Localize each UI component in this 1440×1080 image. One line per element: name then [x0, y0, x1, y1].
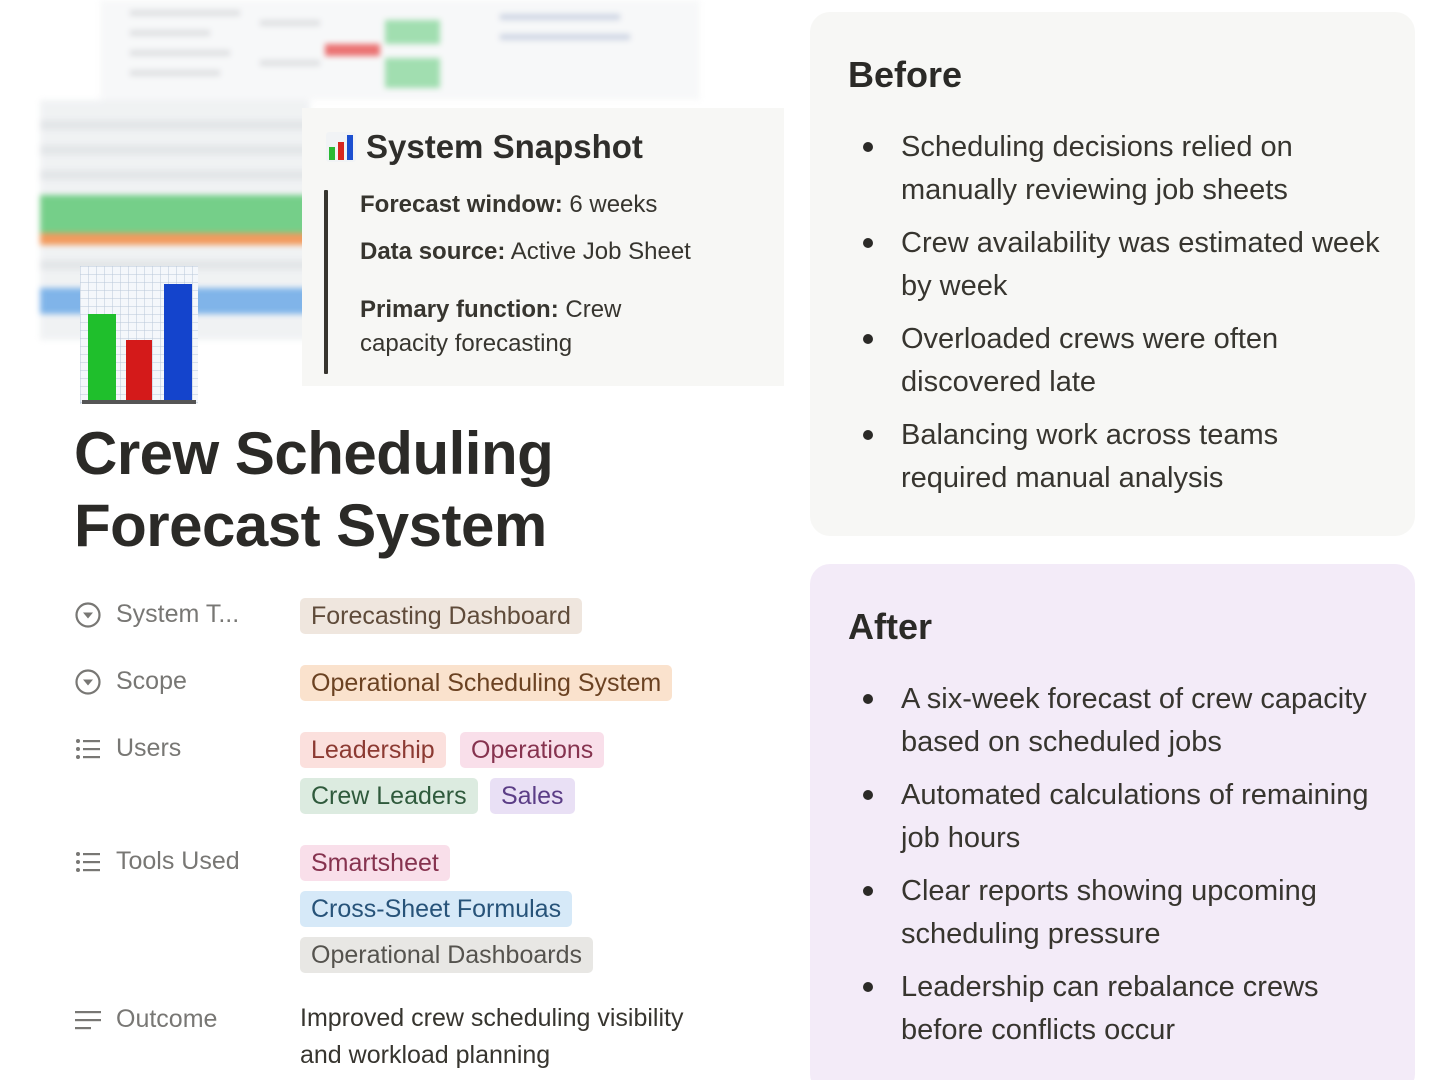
- tag-smartsheet[interactable]: Smartsheet: [300, 845, 450, 881]
- data-source-line: [360, 235, 691, 269]
- tag-sales[interactable]: Sales: [490, 778, 575, 814]
- list-item: Crew availability was estimated week by week: [848, 222, 1388, 308]
- primary-function-line: [360, 293, 621, 327]
- data-source-label: Data source:: [360, 238, 506, 265]
- forecast-window-label: Forecast window:: [360, 191, 563, 218]
- tag-leadership[interactable]: Leadership: [300, 732, 446, 768]
- list-item: Overloaded crews were often discovered late: [848, 318, 1388, 404]
- property-label: Users: [116, 734, 182, 762]
- tag-operational-dashboards[interactable]: Operational Dashboards: [300, 937, 593, 973]
- property-label: Scope: [116, 667, 187, 695]
- list-item: A six-week forecast of crew capacity based on scheduled jobs: [848, 678, 1388, 764]
- tag-operations[interactable]: Operations: [460, 732, 604, 768]
- after-card: [810, 564, 1415, 1080]
- tag-crew-leaders[interactable]: Crew Leaders: [300, 778, 478, 814]
- property-label: Tools Used: [116, 847, 240, 875]
- list-item: Balancing work across teams required manual analysis: [848, 414, 1388, 500]
- snapshot-heading: [326, 128, 643, 166]
- property-users[interactable]: [74, 734, 181, 763]
- multi-select-icon: [74, 848, 102, 876]
- bar-chart-logo: [80, 266, 198, 404]
- list-item: Automated calculations of remaining job hours: [848, 774, 1388, 860]
- tag-operational-scheduling-system[interactable]: Operational Scheduling System: [300, 665, 672, 701]
- snapshot-title: System Snapshot: [366, 128, 643, 165]
- forecast-window-value: 6 weeks: [562, 191, 658, 218]
- property-system-type[interactable]: [74, 600, 239, 629]
- before-heading: Before: [848, 54, 963, 95]
- property-label: Outcome: [116, 1005, 218, 1033]
- list-item: Leadership can rebalance crews before conflicts occur: [848, 966, 1388, 1052]
- tag-cross-sheet-formulas[interactable]: Cross-Sheet Formulas: [300, 891, 572, 927]
- bar-chart-icon: [326, 132, 356, 162]
- primary-function-label: Primary function:: [360, 296, 559, 323]
- select-icon: [74, 668, 102, 696]
- text-icon: [74, 1006, 102, 1034]
- multi-select-icon: [74, 735, 102, 763]
- before-list: [848, 126, 1388, 510]
- after-heading: After: [848, 606, 933, 647]
- tag-forecasting-dashboard[interactable]: Forecasting Dashboard: [300, 598, 582, 634]
- property-scope[interactable]: [74, 667, 187, 696]
- property-tools-used[interactable]: [74, 847, 240, 876]
- page-title: [74, 418, 774, 562]
- data-source-value: Active Job Sheet: [505, 238, 691, 265]
- outcome-value[interactable]: Improved crew scheduling visibility and workload planning: [300, 1004, 684, 1069]
- primary-function-value-cont: capacity forecasting: [360, 330, 573, 357]
- before-card: [810, 12, 1415, 536]
- after-list: [848, 678, 1388, 1062]
- primary-function-line-2: [360, 327, 572, 361]
- page-title-line-1: Crew Scheduling: [74, 420, 554, 487]
- list-item: Clear reports showing upcoming scheduling pressure: [848, 870, 1388, 956]
- forecast-window-line: [360, 188, 657, 222]
- page-title-line-2: Forecast System: [74, 492, 547, 559]
- list-item: Scheduling decisions relied on manually reviewing job sheets: [848, 126, 1388, 212]
- property-label: System T...: [116, 600, 240, 628]
- property-outcome[interactable]: [74, 1005, 217, 1034]
- system-snapshot-callout: [302, 108, 784, 386]
- quote-bar: [324, 190, 328, 374]
- select-icon: [74, 601, 102, 629]
- primary-function-value: Crew: [558, 296, 622, 323]
